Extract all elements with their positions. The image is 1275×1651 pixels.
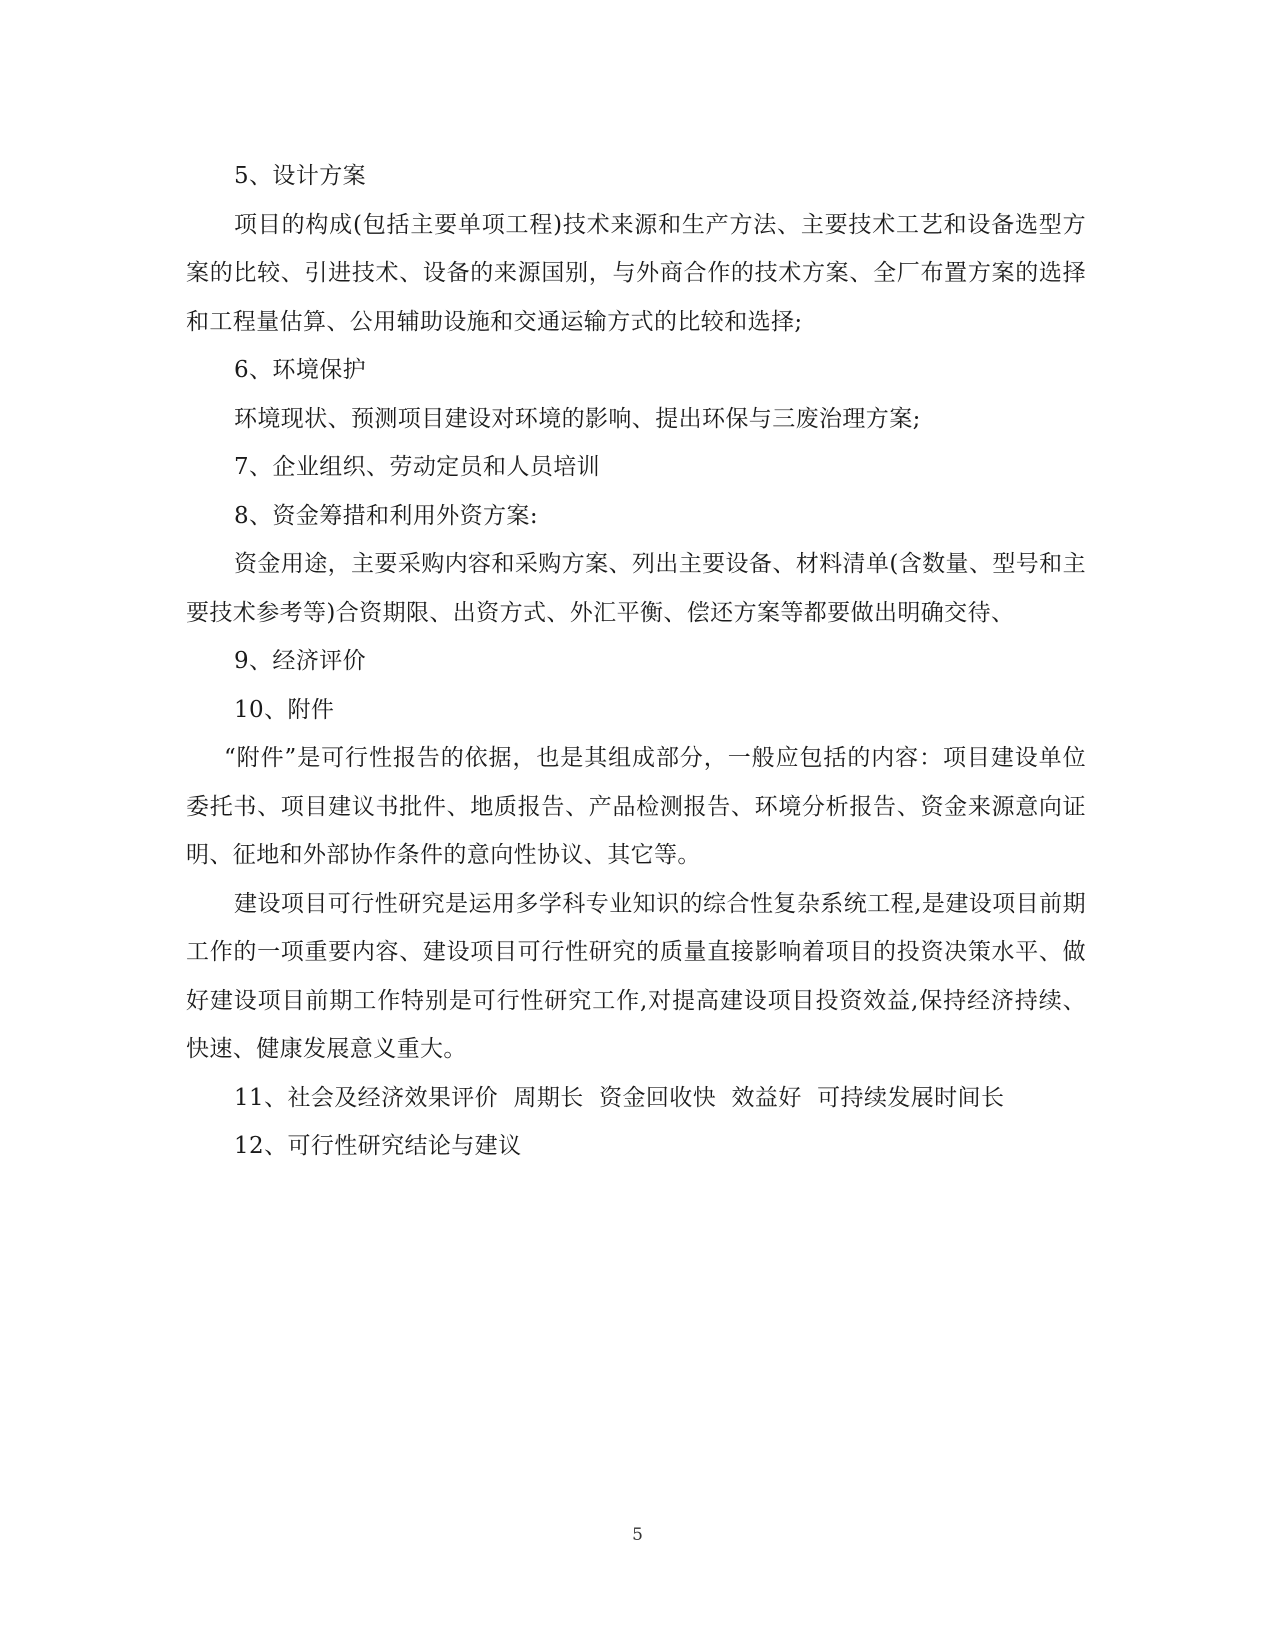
heading-social-economic-evaluation: 11、社会及经济效果评价 周期长 资金回收快 效益好 可持续发展时间长 [234,1084,1005,1111]
paragraph-environment-protection: 环境现状、预测项目建设对环境的影响、提出环保与三废治理方案; [234,405,921,432]
heading-economic-evaluation: 9、经济评价 [234,648,367,674]
document-body [186,152,1086,1171]
paragraph-design-plan: 项目的构成(包括主要单项工程)技术来源和生产方法、主要技术工艺和设备选型方案的比较、引进技术、设备的来源国别，与外商合作的技术方案、全厂布置方案的选择和工程量估算、公用辅助设施和交通运输方式的比较和选择; [186,211,1086,335]
heading-organization-staffing: 7、企业组织、劳动定员和人员培训 [234,454,601,480]
paragraph-feasibility-summary: 建设项目可行性研究是运用多学科专业知识的综合性复杂系统工程,是建设项目前期工作的一项重要内容、建设项目可行性研究的质量直接影响着项目的投资决策水平、做好建设项目前期工作特别是可行性研究工作,对提高建设项目投资效益,保持经济持续、快速、健康发展意义重大。 [186,890,1086,1062]
heading-environment-protection: 6、环境保护 [234,357,367,383]
paragraph-funding-plan: 资金用途，主要采购内容和采购方案、列出主要设备、材料清单(含数量、型号和主要技术参考等)合资期限、出资方式、外汇平衡、偿还方案等都要做出明确交待、 [186,551,1086,626]
heading-design-plan: 5、设计方案 [234,163,367,189]
heading-conclusion: 12、可行性研究结论与建议 [234,1133,522,1159]
heading-funding-plan: 8、资金筹措和利用外资方案: [234,502,538,529]
page-number: 5 [632,1525,643,1545]
heading-attachments: 10、附件 [234,696,335,723]
paragraph-attachments: “附件”是可行性报告的依据，也是其组成部分，一般应包括的内容：项目建设单位委托书、项目建议书批件、地质报告、产品检测报告、环境分析报告、资金来源意向证明、征地和外部协作条件的意向性协议、其它等。 [186,745,1086,868]
